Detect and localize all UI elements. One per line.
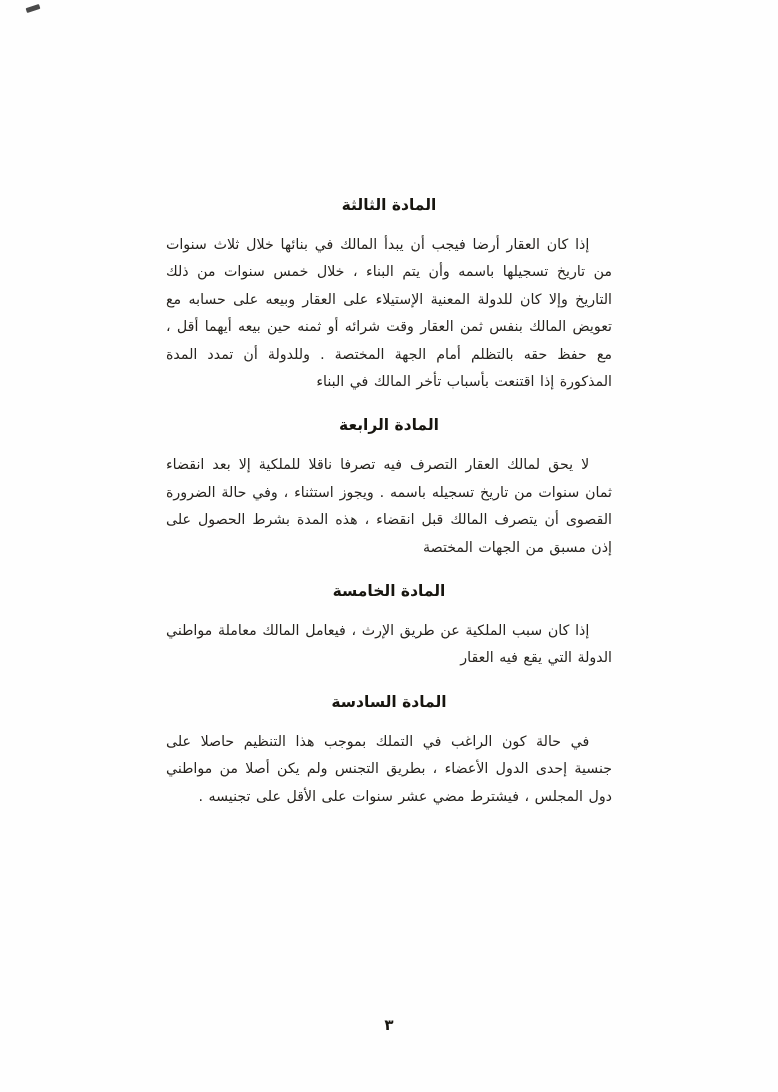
article-six-title: المادة السادسة	[331, 692, 447, 711]
article-three-body: إذا كان العقار أرضا فيجب أن يبدأ المالك في بنائها خلال ثلاث سنوات من تاريخ تسجيلها باسمه وأن يتم البناء ، خلال خمس سنوات من ذلك التاريخ وإلا كان للدولة المعنية الإستيلاء على العقار وبيعه على حسابه مع تعويض المالك بنفس ثمن العقار وقت شرائه أو ثمنه حين بيعه أيهما أقل ، مع حفظ حقه بالتظلم أمام الجهة المختصة . وللدولة أن تمدد المدة المذكورة إذا اقتنعت بأسباب تأخر المالك في البناء	[166, 237, 612, 391]
article-five-title: المادة الخامسة	[332, 582, 446, 601]
scan-artifact-mark	[26, 4, 41, 13]
article-four-title: المادة الرابعة	[339, 416, 439, 435]
article-five-body: إذا كان سبب الملكية عن طريق الإرث ، فيعامل المالك معاملة مواطني الدولة التي يقع فيه العقار	[166, 623, 612, 667]
article-six-body: في حالة كون الراغب في التملك بموجب هذا التنظيم حاصلا على جنسية إحدى الدول الأعضاء ، بطريق التجنس ولم يكن أصلا من مواطني دول المجلس ، فيشترط مضي عشر سنوات على الأقل على تجنيسه .	[166, 733, 612, 805]
article-four-body: لا يحق لمالك العقار التصرف فيه تصرفا ناقلا للملكية إلا بعد انقضاء ثمان سنوات من تاريخ تسجيله باسمه . ويجوز استثناء ، وفي حالة الضرورة القصوى أن يتصرف المالك قبل انقضاء ، هذه المدة بشرط الحصول على إذن مسبق من الجهات المختصة	[166, 457, 612, 556]
article-three-title: المادة الثالثة	[341, 196, 437, 214]
article-five	[166, 582, 612, 673]
article-three	[166, 196, 612, 396]
page-number: ٣	[384, 1016, 394, 1034]
article-six	[166, 693, 612, 811]
page-content	[166, 196, 612, 831]
article-four	[166, 416, 612, 562]
